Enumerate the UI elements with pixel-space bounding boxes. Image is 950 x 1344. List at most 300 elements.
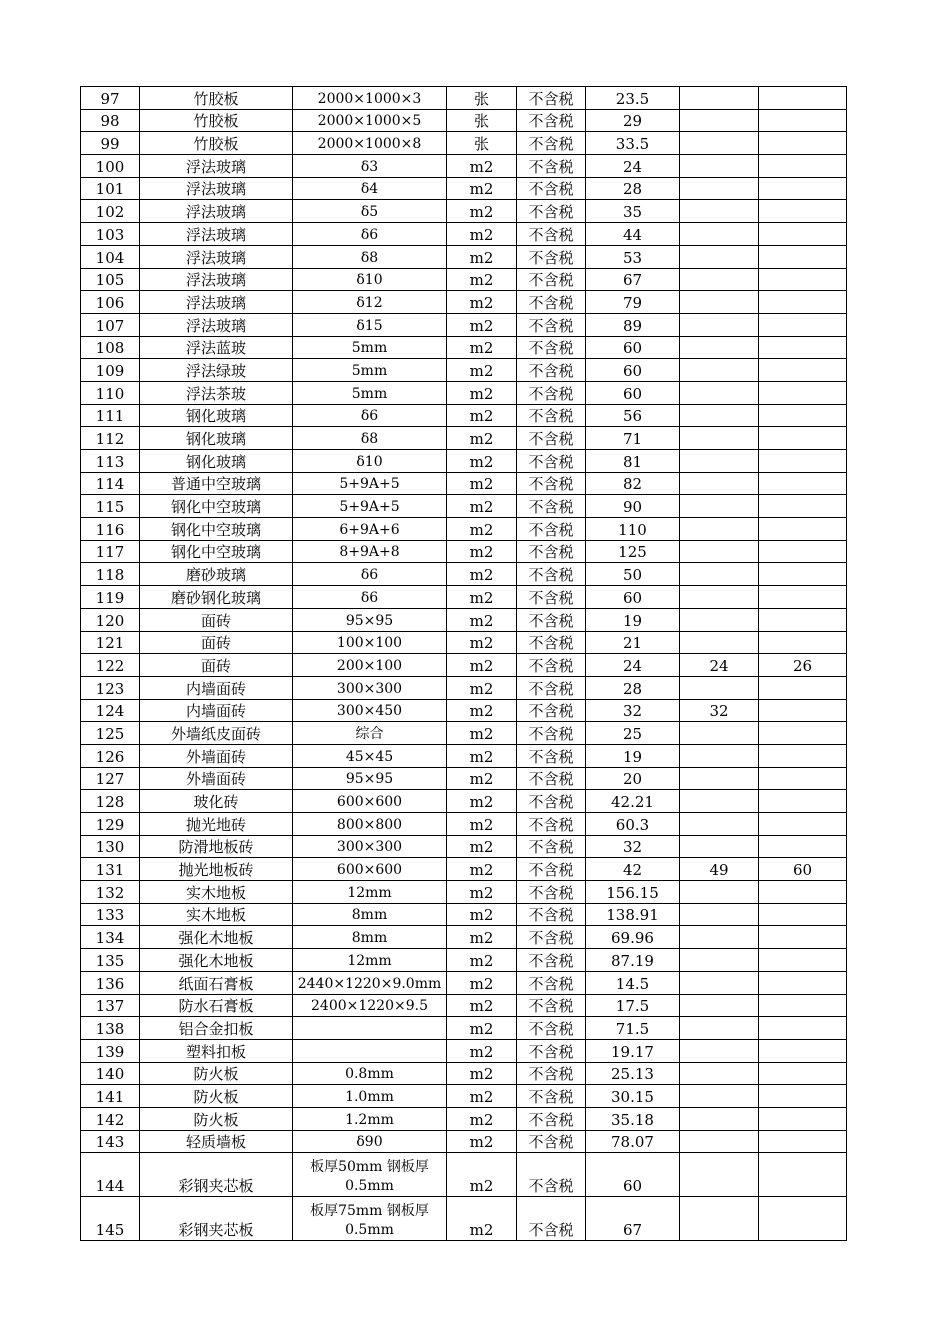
price-2-cell: [680, 1085, 759, 1108]
unit-cell: m2: [447, 608, 517, 631]
specification-cell: δ6: [293, 404, 447, 427]
table-row: [81, 790, 847, 813]
price-3-cell: [759, 699, 847, 722]
specification-cell: 2000×1000×5: [293, 109, 447, 132]
table-row: [81, 699, 847, 722]
specification-cell: 5mm: [293, 359, 447, 382]
price-2-cell: [680, 586, 759, 609]
price-2-cell: [680, 994, 759, 1017]
specification-cell: 8+9A+8: [293, 540, 447, 563]
tax-status-cell: 不含税: [517, 676, 586, 699]
table-row: [81, 676, 847, 699]
price-table: [80, 86, 847, 1241]
material-name-cell: 浮法绿玻: [140, 359, 293, 382]
row-number-cell: 115: [81, 495, 140, 518]
material-name-cell: 竹胶板: [140, 109, 293, 132]
material-name-cell: 浮法玻璃: [140, 245, 293, 268]
material-name-cell: 浮法玻璃: [140, 313, 293, 336]
table-row: [81, 744, 847, 767]
price-2-cell: [680, 177, 759, 200]
row-number-cell: 142: [81, 1107, 140, 1130]
price-cell: 25: [586, 722, 680, 745]
price-3-cell: [759, 245, 847, 268]
material-name-cell: 钢化中空玻璃: [140, 540, 293, 563]
price-cell: 138.91: [586, 903, 680, 926]
material-name-cell: 玻化砖: [140, 790, 293, 813]
material-name-cell: 普通中空玻璃: [140, 472, 293, 495]
tax-status-cell: 不含税: [517, 858, 586, 881]
specification-cell: 45×45: [293, 744, 447, 767]
specification-cell: δ10: [293, 450, 447, 473]
price-3-cell: [759, 109, 847, 132]
price-cell: 60: [586, 381, 680, 404]
unit-cell: m2: [447, 994, 517, 1017]
specification-cell: [293, 1017, 447, 1040]
price-3-cell: [759, 223, 847, 246]
row-number-cell: 113: [81, 450, 140, 473]
unit-cell: m2: [447, 631, 517, 654]
row-number-cell: 132: [81, 881, 140, 904]
price-cell: 110: [586, 518, 680, 541]
tax-status-cell: 不含税: [517, 177, 586, 200]
material-name-cell: 铝合金扣板: [140, 1017, 293, 1040]
price-2-cell: [680, 200, 759, 223]
price-3-cell: [759, 1062, 847, 1085]
unit-cell: m2: [447, 744, 517, 767]
price-3-cell: [759, 813, 847, 836]
material-name-cell: 浮法玻璃: [140, 155, 293, 178]
row-number-cell: 118: [81, 563, 140, 586]
unit-cell: m2: [447, 767, 517, 790]
price-cell: 60.3: [586, 813, 680, 836]
tax-status-cell: 不含税: [517, 540, 586, 563]
tax-status-cell: 不含税: [517, 949, 586, 972]
row-number-cell: 109: [81, 359, 140, 382]
price-cell: 82: [586, 472, 680, 495]
tax-status-cell: 不含税: [517, 132, 586, 155]
price-cell: 17.5: [586, 994, 680, 1017]
price-2-cell: [680, 767, 759, 790]
table-row: [81, 472, 847, 495]
specification-cell: 600×600: [293, 790, 447, 813]
unit-cell: m2: [447, 381, 517, 404]
price-3-cell: [759, 518, 847, 541]
unit-cell: m2: [447, 1130, 517, 1153]
row-number-cell: 102: [81, 200, 140, 223]
specification-cell: 5mm: [293, 336, 447, 359]
price-2-cell: [680, 268, 759, 291]
material-name-cell: 强化木地板: [140, 926, 293, 949]
row-number-cell: 111: [81, 404, 140, 427]
tax-status-cell: 不含税: [517, 359, 586, 382]
material-name-cell: 防火板: [140, 1107, 293, 1130]
row-number-cell: 138: [81, 1017, 140, 1040]
price-cell: 21: [586, 631, 680, 654]
specification-cell: 95×95: [293, 767, 447, 790]
price-2-cell: [680, 1017, 759, 1040]
price-2-cell: [680, 472, 759, 495]
material-name-cell: 面砖: [140, 608, 293, 631]
price-cell: 23.5: [586, 87, 680, 110]
unit-cell: m2: [447, 1107, 517, 1130]
tax-status-cell: 不含税: [517, 608, 586, 631]
table-row: [81, 87, 847, 110]
table-row: [81, 835, 847, 858]
price-3-cell: [759, 1107, 847, 1130]
material-name-cell: 强化木地板: [140, 949, 293, 972]
tax-status-cell: 不含税: [517, 1017, 586, 1040]
unit-cell: m2: [447, 518, 517, 541]
specification-cell: δ8: [293, 427, 447, 450]
price-cell: 19: [586, 608, 680, 631]
specification-cell: δ90: [293, 1130, 447, 1153]
price-3-cell: [759, 313, 847, 336]
unit-cell: m2: [447, 336, 517, 359]
table-row: [81, 881, 847, 904]
price-cell: 60: [586, 586, 680, 609]
price-2-cell: [680, 359, 759, 382]
price-2-cell: [680, 835, 759, 858]
tax-status-cell: 不含税: [517, 427, 586, 450]
row-number-cell: 97: [81, 87, 140, 110]
tax-status-cell: 不含税: [517, 926, 586, 949]
row-number-cell: 120: [81, 608, 140, 631]
price-cell: 71: [586, 427, 680, 450]
unit-cell: m2: [447, 268, 517, 291]
price-3-cell: [759, 1039, 847, 1062]
table-row: [81, 1197, 847, 1241]
tax-status-cell: 不含税: [517, 313, 586, 336]
tax-status-cell: 不含税: [517, 404, 586, 427]
specification-cell: 200×100: [293, 654, 447, 677]
price-cell: 28: [586, 676, 680, 699]
tax-status-cell: 不含税: [517, 767, 586, 790]
price-2-cell: [680, 404, 759, 427]
unit-cell: m2: [447, 223, 517, 246]
specification-cell: 0.8mm: [293, 1062, 447, 1085]
tax-status-cell: 不含税: [517, 563, 586, 586]
material-name-cell: 钢化玻璃: [140, 404, 293, 427]
tax-status-cell: 不含税: [517, 1107, 586, 1130]
price-cell: 19: [586, 744, 680, 767]
price-cell: 78.07: [586, 1130, 680, 1153]
row-number-cell: 121: [81, 631, 140, 654]
material-name-cell: 轻质墙板: [140, 1130, 293, 1153]
price-2-cell: 49: [680, 858, 759, 881]
material-name-cell: 浮法玻璃: [140, 291, 293, 314]
tax-status-cell: 不含税: [517, 381, 586, 404]
unit-cell: m2: [447, 1017, 517, 1040]
table-row: [81, 313, 847, 336]
price-3-cell: [759, 1130, 847, 1153]
table-row: [81, 381, 847, 404]
unit-cell: m2: [447, 949, 517, 972]
price-cell: 60: [586, 336, 680, 359]
price-3-cell: [759, 200, 847, 223]
material-name-cell: 钢化中空玻璃: [140, 495, 293, 518]
unit-cell: m2: [447, 722, 517, 745]
table-row: [81, 586, 847, 609]
specification-cell: δ6: [293, 223, 447, 246]
unit-cell: m2: [447, 472, 517, 495]
row-number-cell: 143: [81, 1130, 140, 1153]
unit-cell: m2: [447, 1039, 517, 1062]
price-2-cell: [680, 1130, 759, 1153]
tax-status-cell: 不含税: [517, 994, 586, 1017]
table-row: [81, 1017, 847, 1040]
price-cell: 35: [586, 200, 680, 223]
price-cell: 28: [586, 177, 680, 200]
price-2-cell: [680, 109, 759, 132]
unit-cell: m2: [447, 1062, 517, 1085]
material-name-cell: 塑料扣板: [140, 1039, 293, 1062]
tax-status-cell: 不含税: [517, 1197, 586, 1241]
price-3-cell: 26: [759, 654, 847, 677]
price-2-cell: [680, 563, 759, 586]
unit-cell: m2: [447, 835, 517, 858]
price-3-cell: [759, 450, 847, 473]
table-row: [81, 631, 847, 654]
unit-cell: m2: [447, 200, 517, 223]
price-2-cell: [680, 540, 759, 563]
price-3-cell: [759, 903, 847, 926]
specification-cell: 8mm: [293, 903, 447, 926]
material-name-cell: 防水石膏板: [140, 994, 293, 1017]
price-3-cell: [759, 744, 847, 767]
tax-status-cell: 不含税: [517, 1130, 586, 1153]
specification-cell: δ8: [293, 245, 447, 268]
specification-cell: δ4: [293, 177, 447, 200]
unit-cell: m2: [447, 1153, 517, 1197]
tax-status-cell: 不含税: [517, 744, 586, 767]
table-row: [81, 155, 847, 178]
unit-cell: m2: [447, 903, 517, 926]
price-3-cell: [759, 767, 847, 790]
price-2-cell: [680, 1197, 759, 1241]
price-2-cell: [680, 132, 759, 155]
price-2-cell: 24: [680, 654, 759, 677]
price-3-cell: [759, 586, 847, 609]
table-row: [81, 1107, 847, 1130]
specification-cell: 12mm: [293, 949, 447, 972]
row-number-cell: 116: [81, 518, 140, 541]
material-name-cell: 实木地板: [140, 903, 293, 926]
material-name-cell: 外墙纸皮面砖: [140, 722, 293, 745]
row-number-cell: 108: [81, 336, 140, 359]
unit-cell: m2: [447, 404, 517, 427]
row-number-cell: 101: [81, 177, 140, 200]
tax-status-cell: 不含税: [517, 495, 586, 518]
price-2-cell: [680, 631, 759, 654]
tax-status-cell: 不含税: [517, 790, 586, 813]
price-cell: 69.96: [586, 926, 680, 949]
price-cell: 44: [586, 223, 680, 246]
price-3-cell: [759, 881, 847, 904]
material-name-cell: 钢化中空玻璃: [140, 518, 293, 541]
table-row: [81, 336, 847, 359]
unit-cell: m2: [447, 971, 517, 994]
price-2-cell: [680, 495, 759, 518]
unit-cell: m2: [447, 450, 517, 473]
unit-cell: m2: [447, 654, 517, 677]
tax-status-cell: 不含税: [517, 155, 586, 178]
specification-cell: 6+9A+6: [293, 518, 447, 541]
price-3-cell: [759, 835, 847, 858]
price-3-cell: [759, 291, 847, 314]
table-row: [81, 994, 847, 1017]
tax-status-cell: 不含税: [517, 631, 586, 654]
price-2-cell: [680, 881, 759, 904]
price-3-cell: [759, 472, 847, 495]
table-row: [81, 450, 847, 473]
row-number-cell: 128: [81, 790, 140, 813]
specification-cell: 95×95: [293, 608, 447, 631]
row-number-cell: 131: [81, 858, 140, 881]
tax-status-cell: 不含税: [517, 586, 586, 609]
row-number-cell: 124: [81, 699, 140, 722]
specification-cell: 800×800: [293, 813, 447, 836]
price-2-cell: [680, 676, 759, 699]
price-3-cell: [759, 404, 847, 427]
price-2-cell: [680, 790, 759, 813]
tax-status-cell: 不含税: [517, 1085, 586, 1108]
unit-cell: m2: [447, 586, 517, 609]
specification-cell: 2440×1220×9.0mm: [293, 971, 447, 994]
specification-cell: 1.2mm: [293, 1107, 447, 1130]
row-number-cell: 125: [81, 722, 140, 745]
row-number-cell: 129: [81, 813, 140, 836]
specification-cell: 300×300: [293, 835, 447, 858]
row-number-cell: 110: [81, 381, 140, 404]
table-row: [81, 1062, 847, 1085]
table-row: [81, 177, 847, 200]
material-name-cell: 磨砂钢化玻璃: [140, 586, 293, 609]
material-name-cell: 浮法玻璃: [140, 268, 293, 291]
price-2-cell: [680, 381, 759, 404]
price-3-cell: [759, 631, 847, 654]
table-row: [81, 971, 847, 994]
price-3-cell: [759, 971, 847, 994]
price-cell: 35.18: [586, 1107, 680, 1130]
price-cell: 14.5: [586, 971, 680, 994]
price-cell: 50: [586, 563, 680, 586]
row-number-cell: 103: [81, 223, 140, 246]
table-row: [81, 268, 847, 291]
specification-cell: δ10: [293, 268, 447, 291]
price-cell: 42: [586, 858, 680, 881]
tax-status-cell: 不含税: [517, 472, 586, 495]
price-cell: 87.19: [586, 949, 680, 972]
price-cell: 24: [586, 155, 680, 178]
price-3-cell: [759, 336, 847, 359]
price-cell: 25.13: [586, 1062, 680, 1085]
specification-cell: δ12: [293, 291, 447, 314]
unit-cell: m2: [447, 1085, 517, 1108]
price-3-cell: [759, 381, 847, 404]
material-name-cell: 面砖: [140, 654, 293, 677]
specification-cell: 板厚75mm 钢板厚0.5mm: [293, 1197, 447, 1241]
specification-cell: δ6: [293, 586, 447, 609]
row-number-cell: 141: [81, 1085, 140, 1108]
price-cell: 125: [586, 540, 680, 563]
material-name-cell: 防滑地板砖: [140, 835, 293, 858]
table-row: [81, 563, 847, 586]
price-3-cell: [759, 1197, 847, 1241]
material-name-cell: 浮法茶玻: [140, 381, 293, 404]
price-3-cell: [759, 676, 847, 699]
unit-cell: m2: [447, 676, 517, 699]
table-row: [81, 109, 847, 132]
price-3-cell: 60: [759, 858, 847, 881]
unit-cell: m2: [447, 291, 517, 314]
price-2-cell: [680, 1107, 759, 1130]
price-3-cell: [759, 994, 847, 1017]
material-name-cell: 防火板: [140, 1062, 293, 1085]
table-row: [81, 858, 847, 881]
price-3-cell: [759, 427, 847, 450]
price-3-cell: [759, 155, 847, 178]
price-2-cell: [680, 1062, 759, 1085]
row-number-cell: 140: [81, 1062, 140, 1085]
specification-cell: 300×300: [293, 676, 447, 699]
price-3-cell: [759, 926, 847, 949]
material-name-cell: 竹胶板: [140, 87, 293, 110]
specification-cell: δ6: [293, 563, 447, 586]
tax-status-cell: 不含税: [517, 903, 586, 926]
price-3-cell: [759, 177, 847, 200]
price-cell: 19.17: [586, 1039, 680, 1062]
unit-cell: m2: [447, 540, 517, 563]
unit-cell: 张: [447, 132, 517, 155]
material-name-cell: 内墙面砖: [140, 676, 293, 699]
tax-status-cell: 不含税: [517, 699, 586, 722]
specification-cell: 板厚50mm 钢板厚0.5mm: [293, 1153, 447, 1197]
price-2-cell: [680, 971, 759, 994]
price-3-cell: [759, 1085, 847, 1108]
tax-status-cell: 不含税: [517, 336, 586, 359]
specification-cell: 5+9A+5: [293, 472, 447, 495]
unit-cell: m2: [447, 1197, 517, 1241]
specification-cell: δ5: [293, 200, 447, 223]
price-cell: 156.15: [586, 881, 680, 904]
row-number-cell: 134: [81, 926, 140, 949]
unit-cell: 张: [447, 87, 517, 110]
row-number-cell: 127: [81, 767, 140, 790]
price-3-cell: [759, 722, 847, 745]
table-body: [81, 87, 847, 1241]
row-number-cell: 133: [81, 903, 140, 926]
row-number-cell: 105: [81, 268, 140, 291]
material-name-cell: 浮法蓝玻: [140, 336, 293, 359]
price-cell: 30.15: [586, 1085, 680, 1108]
row-number-cell: 106: [81, 291, 140, 314]
row-number-cell: 139: [81, 1039, 140, 1062]
row-number-cell: 135: [81, 949, 140, 972]
price-2-cell: [680, 223, 759, 246]
table-row: [81, 654, 847, 677]
unit-cell: m2: [447, 790, 517, 813]
specification-cell: δ3: [293, 155, 447, 178]
price-2-cell: [680, 291, 759, 314]
price-3-cell: [759, 132, 847, 155]
row-number-cell: 104: [81, 245, 140, 268]
row-number-cell: 144: [81, 1153, 140, 1197]
price-2-cell: 32: [680, 699, 759, 722]
unit-cell: m2: [447, 813, 517, 836]
tax-status-cell: 不含税: [517, 109, 586, 132]
table-row: [81, 903, 847, 926]
unit-cell: m2: [447, 881, 517, 904]
